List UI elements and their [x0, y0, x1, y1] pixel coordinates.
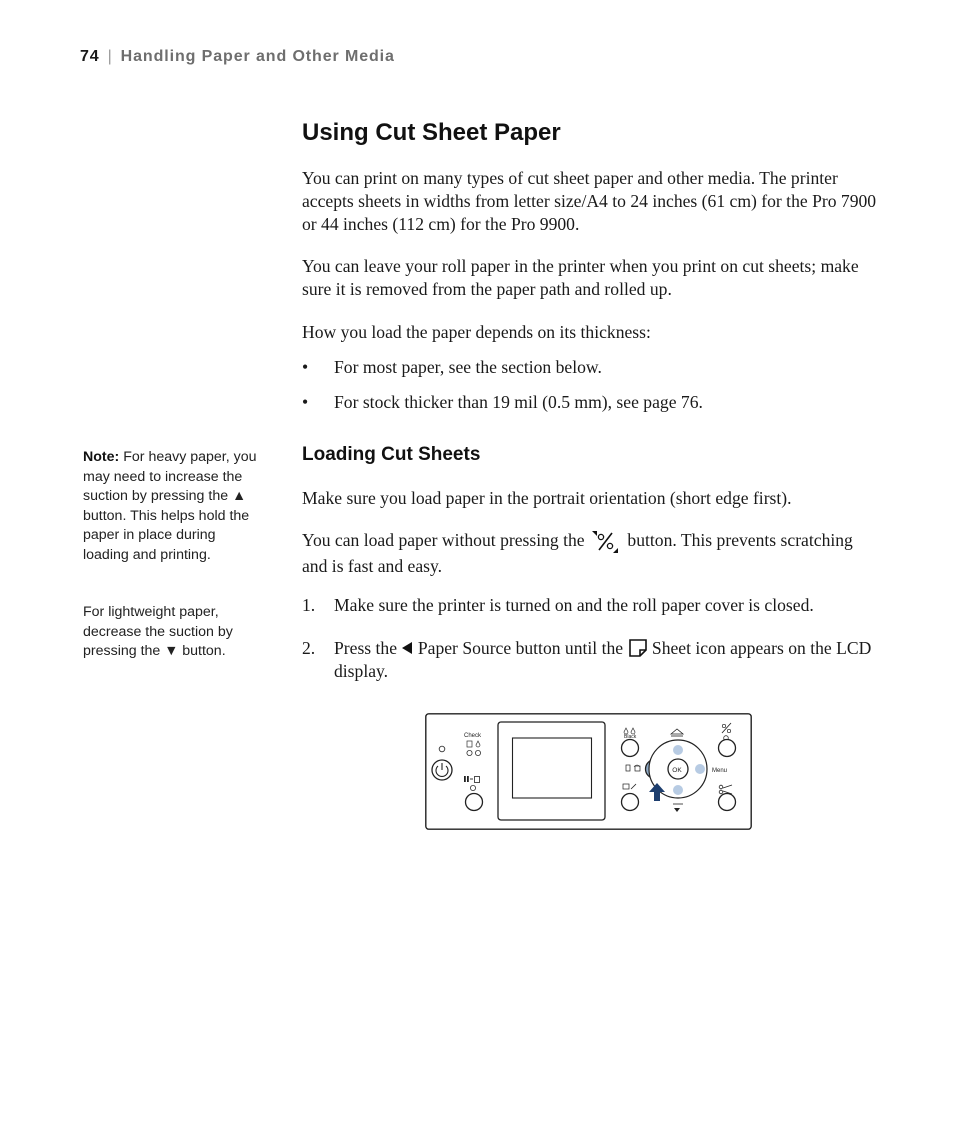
suction-button	[719, 740, 736, 757]
section-title: Using Cut Sheet Paper	[302, 119, 561, 146]
step-number: 2.	[302, 638, 316, 658]
note-heavy-text-b: button. This helps hold the paper in place during loading and printing.	[83, 507, 250, 563]
orientation-paragraph: Make sure you load paper in the portrait orientation (short edge first).	[302, 488, 792, 508]
note-label: Note:	[83, 449, 120, 465]
note-light-text-a: For lightweight paper, decrease the suction by pressing the	[83, 604, 233, 659]
control-panel-illustration	[425, 713, 753, 832]
ink-button	[622, 740, 639, 757]
step-2-text-after: Sheet icon appears on the LCD display.	[334, 638, 872, 681]
up-button	[673, 745, 683, 755]
side-note-light	[83, 603, 265, 662]
step-2-button-name: Paper Source button until the	[417, 638, 624, 658]
step-text: Make sure the printer is turned on and the roll paper cover is closed.	[334, 595, 814, 615]
paper-suction-icon	[589, 529, 623, 555]
step-2-text-before: Press the	[334, 638, 398, 658]
suction-text-after: button. This prevents scratching and is fast and easy.	[302, 530, 853, 576]
side-note-heavy	[83, 448, 265, 565]
bullet-dot: •	[302, 392, 309, 412]
cut-button	[719, 794, 736, 811]
step-2	[302, 637, 877, 683]
note-heavy-text-a: For heavy paper, you may need to increase the suction by pressing the	[83, 449, 257, 504]
suction-paragraph	[302, 529, 877, 578]
subsection-title: Loading Cut Sheets	[302, 444, 481, 465]
black-label: Black	[624, 734, 637, 740]
chapter-title: Handling Paper and Other Media	[120, 48, 395, 65]
pause-button	[466, 794, 483, 811]
list-item	[302, 391, 703, 414]
intro-paragraph-2: You can leave your roll paper in the printer when you print on cut sheets; make sure it is removed from the paper path and rolled up.	[302, 256, 859, 299]
bullet-text: For stock thicker than 19 mil (0.5 mm), see page 76.	[334, 392, 703, 412]
note-light-text-b: button.	[182, 643, 226, 659]
lcd-screen	[513, 738, 592, 798]
step-number: 1.	[302, 595, 316, 615]
bullet-dot: •	[302, 357, 309, 377]
menu-right-button	[695, 764, 705, 774]
down-button	[673, 785, 683, 795]
running-header	[80, 48, 395, 66]
step-text	[334, 637, 877, 683]
menu-label: Menu	[712, 768, 728, 774]
power-button	[432, 760, 452, 780]
up-triangle-icon: ▲	[232, 488, 247, 504]
check-label: Check	[464, 733, 482, 739]
suction-text-before: You can load paper without pressing the	[302, 530, 585, 551]
step-1	[302, 594, 877, 617]
bullet-text: For most paper, see the section below.	[334, 357, 602, 377]
header-separator: |	[107, 48, 113, 65]
ok-label: OK	[672, 767, 682, 774]
intro-paragraph-1: You can print on many types of cut sheet paper and other media. The printer accepts sheets in widths from letter size/A4 to 24 inches (61 cm) for the Pro 7900 or 44 inches (112 cm) for the Pro 9900.	[302, 168, 877, 234]
intro-paragraph-3: How you load the paper depends on its thickness:	[302, 322, 651, 342]
left-arrow-icon	[401, 641, 413, 655]
sheet-icon	[628, 638, 648, 658]
down-triangle-icon: ▼	[164, 643, 179, 659]
page-number: 74	[80, 48, 100, 65]
cut-adjust-button	[622, 794, 639, 811]
list-item	[302, 356, 602, 379]
